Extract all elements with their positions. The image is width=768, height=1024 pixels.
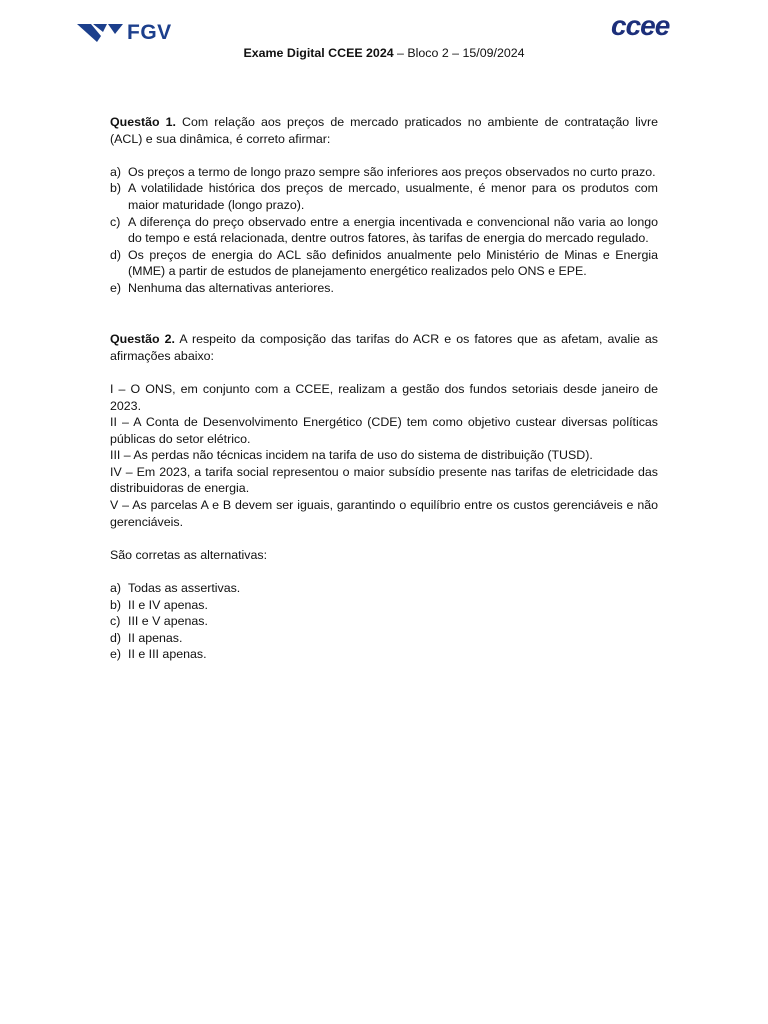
statement-i: I – O ONS, em conjunto com a CCEE, realizam a gestão dos fundos setoriais desde janeiro de 2023. bbox=[110, 381, 658, 413]
option-text: II apenas. bbox=[128, 630, 183, 645]
option-text: Nenhuma das alternativas anteriores. bbox=[128, 280, 334, 295]
question-2-statements bbox=[110, 381, 658, 530]
question-2-text: A respeito da composição das tarifas do ACR e os fatores que as afetam, avalie as afirmações abaixo: bbox=[110, 332, 658, 363]
question-2-option-d bbox=[110, 630, 658, 647]
option-text: Os preços de energia do ACL são definidos anualmente pelo Ministério de Minas e Energia (MME) a partir de estudos de planejamento energético realizados pelo ONS e EPE. bbox=[128, 247, 658, 279]
question-1-label: Questão 1. bbox=[110, 115, 176, 129]
question-1-option-c bbox=[110, 214, 658, 247]
question-2-stem bbox=[110, 331, 658, 364]
fgv-logo-mark-icon bbox=[77, 22, 123, 44]
question-2-option-c bbox=[110, 613, 658, 630]
page-header-title bbox=[0, 45, 768, 62]
option-text: A diferença do preço observado entre a energia incentivada e convencional não varia ao longo do tempo e está relacionada, dentre outros fatores, às tarifas de energia do mercado regulado. bbox=[128, 214, 658, 246]
question-2-label: Questão 2. bbox=[110, 332, 175, 347]
option-letter: a) bbox=[110, 164, 122, 179]
option-letter: e) bbox=[110, 647, 122, 662]
option-text: III e V apenas. bbox=[128, 614, 208, 629]
option-text: II e III apenas. bbox=[128, 647, 207, 662]
option-letter: e) bbox=[110, 280, 122, 295]
header-title-rest: – Bloco 2 – 15/09/2024 bbox=[393, 46, 525, 60]
question-2-option-e bbox=[110, 646, 658, 663]
statement-iii: III – As perdas não técnicas incidem na tarifa de uso do sistema de distribuição (TUSD). bbox=[110, 448, 593, 463]
question-1-option-d bbox=[110, 247, 658, 280]
question-1-option-a bbox=[110, 164, 658, 181]
fgv-logo bbox=[77, 22, 172, 44]
ccee-logo: ccee bbox=[611, 10, 670, 41]
statement-ii: II – A Conta de Desenvolvimento Energético (CDE) tem como objetivo custear diversas políticas públicas do setor elétrico. bbox=[110, 415, 658, 446]
statement-iv: IV – Em 2023, a tarifa social representou o maior subsídio presente nas tarifas de eletricidade das distribuidoras de energia. bbox=[110, 464, 658, 496]
option-text: Os preços a termo de longo prazo sempre são inferiores aos preços observados no curto prazo. bbox=[128, 164, 656, 179]
option-letter: d) bbox=[110, 247, 122, 262]
statement-v: V – As parcelas A e B devem ser iguais, garantindo o equilíbrio entre os custos gerenciáveis e não gerenciáveis. bbox=[110, 498, 658, 529]
question-2-option-b bbox=[110, 597, 658, 614]
option-letter: c) bbox=[110, 214, 121, 229]
question-1-text: Com relação aos preços de mercado praticados no ambiente de contratação livre (ACL) e sua dinâmica, é correto afirmar: bbox=[110, 115, 658, 146]
question-1-options bbox=[110, 164, 658, 297]
option-text: II e IV apenas. bbox=[128, 597, 208, 612]
question-1-option-e bbox=[110, 280, 658, 297]
header-title-bold: Exame Digital CCEE 2024 bbox=[243, 46, 394, 60]
option-letter: b) bbox=[110, 597, 122, 612]
question-1-stem bbox=[110, 114, 658, 147]
fgv-logo-text: FGV bbox=[127, 20, 172, 44]
question-1-option-b bbox=[110, 180, 658, 213]
option-letter: d) bbox=[110, 630, 122, 645]
question-2-option-a bbox=[110, 580, 658, 597]
exam-content bbox=[110, 114, 658, 663]
question-2-options bbox=[110, 580, 658, 663]
option-letter: a) bbox=[110, 581, 122, 596]
question-2-prompt: São corretas as alternativas: bbox=[110, 547, 268, 562]
option-text: Todas as assertivas. bbox=[128, 581, 241, 596]
option-letter: c) bbox=[110, 614, 121, 629]
option-text: A volatilidade histórica dos preços de mercado, usualmente, é menor para os produtos com maior maturidade (longo prazo). bbox=[128, 181, 658, 212]
option-letter: b) bbox=[110, 181, 122, 196]
